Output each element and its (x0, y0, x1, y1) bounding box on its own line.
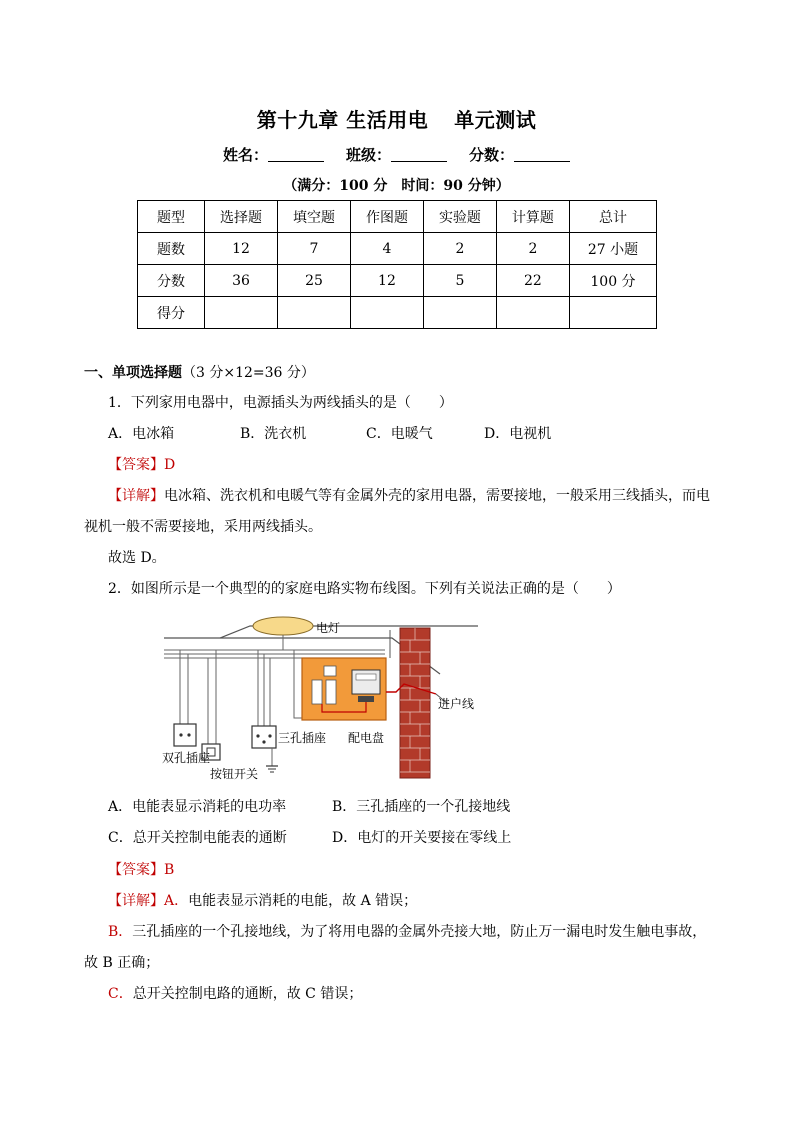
detail-a-lead: A． (164, 893, 189, 909)
answer-tag: 【答案】 (108, 457, 164, 473)
q2-detail-c (108, 984, 362, 1004)
table-cell: 实验题 (423, 201, 496, 233)
label-lamp: 电灯 (316, 621, 341, 635)
q2-option-a[interactable]: A．电能表显示消耗的电功率 (108, 799, 287, 815)
section-heading (84, 362, 315, 382)
lamp-icon (253, 617, 313, 635)
score-input-cell[interactable] (350, 297, 423, 329)
q1-option-a[interactable]: A．电冰箱 (108, 426, 175, 442)
table-cell: 2 (423, 233, 496, 265)
table-cell: 总计 (569, 201, 656, 233)
detail-tag: 【详解】 (108, 488, 164, 504)
two-hole-socket-icon (174, 724, 196, 746)
label-service-line: 进户线 (438, 697, 475, 711)
detail-b-text: 三孔插座的一个孔接地线，为了将用电器的金属外壳接大地，防止万一漏电时发生触电事故， (132, 924, 707, 940)
name-blank (268, 147, 324, 162)
q1-detail-line-1 (108, 486, 710, 506)
q1-detail-line-2: 视机一般不需要接地，采用两线插头。 (84, 519, 322, 535)
q1-conclusion: 故选 D。 (108, 550, 166, 566)
table-cell: 12 (205, 233, 278, 265)
table-cell: 27 小题 (569, 233, 656, 265)
table-row (138, 201, 657, 233)
title-test: 单元测试 (454, 108, 537, 132)
exam-limits: （满分：100 分 时间：90 分钟） (283, 178, 510, 194)
table-cell: 5 (423, 265, 496, 297)
table-cell: 题型 (138, 201, 205, 233)
table-cell: 分数 (138, 265, 205, 297)
q1-answer (108, 455, 175, 475)
three-hole-socket-icon (252, 726, 276, 748)
q1-option-c[interactable]: C．电暖气 (366, 426, 433, 442)
q1-options (108, 424, 551, 444)
score-input-cell[interactable] (496, 297, 569, 329)
table-cell: 2 (496, 233, 569, 265)
table-cell: 填空题 (277, 201, 350, 233)
q2-detail-b-line-2: 故 B 正确； (84, 955, 160, 971)
table-cell: 得分 (138, 297, 205, 329)
table-cell: 4 (350, 233, 423, 265)
table-row (138, 233, 657, 265)
q2-option-b[interactable]: B．三孔插座的一个孔接地线 (332, 799, 511, 815)
title-chapter: 第十九章 生活用电 (256, 108, 429, 132)
table-cell: 选择题 (205, 201, 278, 233)
score-input-cell[interactable] (277, 297, 350, 329)
detail-a-text: 电能表显示消耗的电能，故 A 错误； (188, 893, 418, 909)
score-blank (514, 147, 570, 162)
class-blank (391, 147, 447, 162)
q2-answer (108, 860, 174, 880)
q2-detail-b-line-1 (108, 922, 706, 942)
label-distribution-panel: 配电盘 (348, 731, 385, 745)
electric-meter-icon (352, 670, 380, 694)
label-button-switch: 按钮开关 (210, 767, 259, 781)
class-label: 班级： (345, 146, 391, 164)
q2-options-row-2 (108, 828, 511, 848)
table-cell: 25 (277, 265, 350, 297)
name-label: 姓名： (222, 146, 268, 164)
score-input-cell[interactable] (569, 297, 656, 329)
section-points: （3 分×12=36 分） (182, 365, 315, 381)
brick-wall-icon (400, 628, 430, 778)
table-cell: 计算题 (496, 201, 569, 233)
q2-detail-a (108, 891, 417, 911)
table-cell: 7 (277, 233, 350, 265)
q1-option-d[interactable]: D．电视机 (484, 426, 552, 442)
table-cell: 100 分 (569, 265, 656, 297)
score-input-cell[interactable] (205, 297, 278, 329)
q2-option-d[interactable]: D．电灯的开关要接在零线上 (332, 830, 512, 846)
detail-c-lead: C． (108, 986, 133, 1002)
table-cell: 12 (350, 265, 423, 297)
table-cell: 22 (496, 265, 569, 297)
answer-tag: 【答案】 (108, 862, 164, 878)
household-circuit-figure (160, 614, 490, 790)
table-row (138, 265, 657, 297)
detail-c-text: 总开关控制电路的通断，故 C 错误； (132, 986, 363, 1002)
score-input-cell[interactable] (423, 297, 496, 329)
table-row (138, 297, 657, 329)
table-cell: 作图题 (350, 201, 423, 233)
table-cell: 36 (205, 265, 278, 297)
page-title (0, 104, 793, 133)
student-info-line (0, 144, 793, 165)
label-two-hole-socket: 双孔插座 (162, 751, 211, 765)
detail-tag: 【详解】 (108, 893, 164, 909)
score-label: 分数： (469, 146, 515, 164)
q2-stem: 2．如图所示是一个典型的的家庭电路实物布线图。下列有关说法正确的是（ ） (108, 581, 621, 597)
q2-options-row-1 (108, 797, 510, 817)
table-cell: 题数 (138, 233, 205, 265)
answer-value: D (164, 457, 176, 473)
q2-option-c[interactable]: C．总开关控制电能表的通断 (108, 830, 287, 846)
label-three-hole-socket: 三孔插座 (278, 731, 327, 745)
q1-stem: 1．下列家用电器中，电源插头为两线插头的是（ ） (108, 395, 453, 411)
score-table (137, 200, 657, 329)
section-title: 一、单项选择题 (84, 365, 182, 381)
detail-text: 电冰箱、洗衣机和电暖气等有金属外壳的家用电器，需要接地，一般采用三线插头，而电 (164, 488, 710, 504)
answer-value: B (164, 862, 175, 878)
detail-b-lead: B． (108, 924, 133, 940)
q1-option-b[interactable]: B．洗衣机 (240, 426, 307, 442)
